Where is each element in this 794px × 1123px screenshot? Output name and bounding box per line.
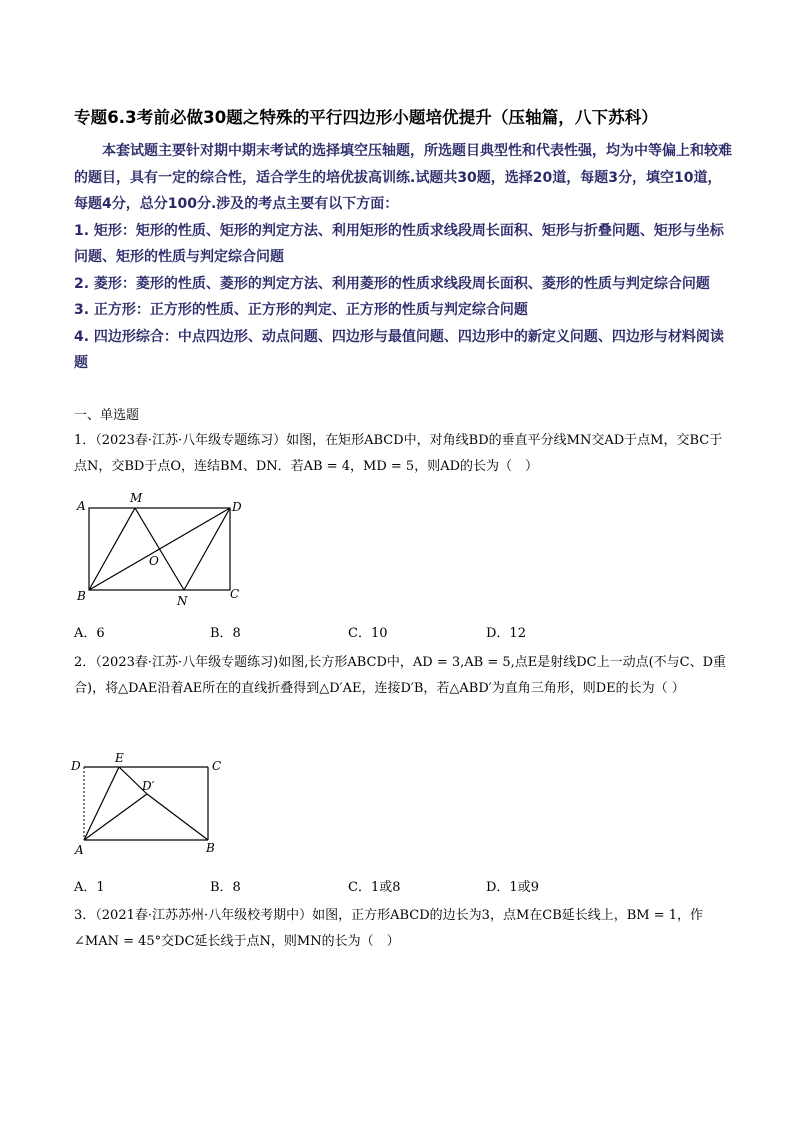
q2-label-Dprime: D′ [142, 779, 155, 793]
section-heading: 一、单选题 [74, 408, 140, 423]
topic-square: 3. 正方形：正方形的性质、正方形的判定、正方形的性质与判定综合问题 [74, 302, 528, 318]
document-title: 专题6.3考前必做30题之特殊的平行四边形小题培优提升（压轴篇，八下苏科） [74, 108, 658, 127]
topic-rhombus: 2. 菱形：菱形的性质、菱形的判定方法、利用菱形的性质求线段周长面积、菱形的性质与判定综合问题 [74, 275, 710, 292]
q1-label-A: A [77, 499, 86, 513]
q2-option-d[interactable]: D．1或9 [486, 880, 539, 895]
q1-label-N: N [177, 594, 188, 608]
question-1 [74, 428, 734, 480]
q1-option-a[interactable]: A．6 [74, 626, 105, 641]
intro-block [74, 138, 734, 377]
question-2-figure [66, 748, 236, 860]
q2-option-c[interactable]: C．1或8 [348, 880, 401, 895]
question-3-text: 3．（2021春·江苏苏州·八年级校考期中）如图，正方形ABCD的边长为3，点M在CB延长线上，BM = 1，作∠MAN = 45°交DC延长线于点N，则MN的长为（ ） [74, 908, 704, 949]
q1-option-c[interactable]: C．10 [348, 626, 388, 641]
topic-quadrilateral: 4. 四边形综合：中点四边形、动点问题、四边形与最值问题、四边形中的新定义问题、四边形与材料阅读题 [74, 328, 724, 371]
q2-option-b[interactable]: B．8 [210, 880, 241, 895]
q2-label-D: D [71, 759, 81, 773]
question-2-text: 2．（2023春·江苏·八年级专题练习)如图,长方形ABCD中，AD = 3,AB = 5,点E是射线DC上一动点(不与C、D重合)，将△DAE沿着AE所在的直线折叠得到△D′AE，连接D′B，若△ABD′为直角三角形，则DE的长为（ ） [74, 655, 727, 696]
q2-label-C: C [212, 759, 222, 773]
topic-rectangle: 1. 矩形：矩形的性质、矩形的判定方法、利用矩形的性质求线段周长面积、矩形与折叠问题、矩形与坐标问题、矩形的性质与判定综合问题 [74, 222, 724, 265]
q2-option-a[interactable]: A．1 [74, 880, 105, 895]
q1-label-M: M [130, 491, 143, 505]
intro-paragraph: 本套试题主要针对期中期末考试的选择填空压轴题，所选题目典型性和代表性强，均为中等偏上和较难的题目，具有一定的综合性，适合学生的培优拔高训练.试题共30题，选择20道，每题3分，填空10道，每题4分，总分100分.涉及的考点主要有以下方面： [74, 143, 732, 212]
q2-label-A: A [75, 843, 84, 857]
q1-label-B: B [77, 589, 86, 603]
q1-label-C: C [230, 587, 240, 601]
q1-label-D: D [232, 500, 242, 514]
question-1-text: 1．（2023春·江苏·八年级专题练习）如图，在矩形ABCD中，对角线BD的垂直平分线MN交AD于点M，交BC于点N，交BD于点O，连结BM、DN．若AB = 4，MD = 5，则AD的长为（ ） [74, 433, 723, 474]
q2-label-B: B [206, 841, 215, 855]
question-2 [74, 650, 734, 702]
q1-option-b[interactable]: B．8 [210, 626, 241, 641]
q1-label-O: O [149, 554, 159, 568]
question-1-figure [70, 488, 250, 608]
question-3 [74, 903, 734, 955]
q2-label-E: E [115, 751, 124, 765]
q1-option-d[interactable]: D．12 [486, 626, 526, 641]
